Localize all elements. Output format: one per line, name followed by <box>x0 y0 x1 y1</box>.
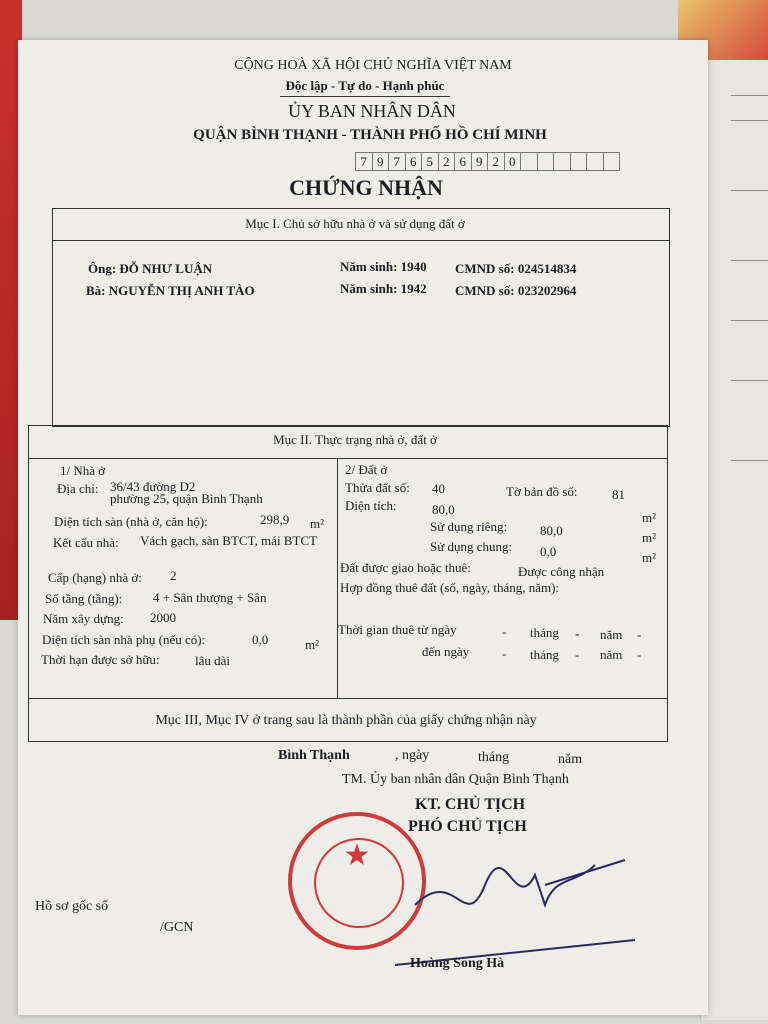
structure-value: Vách gạch, sàn BTCT, mái BTCT <box>140 533 318 548</box>
land-area-label: Diện tích: <box>345 498 397 513</box>
section2-heading: Mục II. Thực trạng nhà ở, đất ở <box>273 432 437 447</box>
divider <box>28 458 667 459</box>
nation-name: CỘNG HOÀ XÃ HỘI CHỦ NGHĨA VIỆT NAM <box>234 58 512 73</box>
adjacent-page <box>700 60 768 1020</box>
map-value: 81 <box>612 487 625 502</box>
address-line1: 36/43 đường D2 <box>110 479 196 494</box>
land-area-value: 80,0 <box>432 502 455 517</box>
floor-area-value: 298,9 <box>260 512 290 527</box>
serial-digit <box>553 152 570 171</box>
land-title: 2/ Đất ở <box>345 462 388 477</box>
sign-place: Bình Thạnh <box>278 748 350 763</box>
serial-digit: 0 <box>504 152 521 171</box>
motto: Độc lập - Tự do - Hạnh phúc <box>285 78 445 93</box>
year-label: năm <box>600 647 623 662</box>
grade-value: 2 <box>170 568 177 583</box>
dash: - <box>502 624 507 639</box>
serial-digit: 7 <box>355 152 372 171</box>
record-label: Hồ sơ gốc số <box>35 899 109 914</box>
serial-digit: 2 <box>487 152 504 171</box>
address-label: Địa chỉ: <box>57 481 99 496</box>
section3-note: Mục III, Mục IV ở trang sau là thành phần của giấy chứng nhận này <box>155 713 537 728</box>
district: QUẬN BÌNH THẠNH - THÀNH PHỐ HỒ CHÍ MINH <box>193 127 547 143</box>
star-icon: ★ <box>343 839 371 872</box>
column-divider <box>337 458 338 698</box>
serial-digit: 9 <box>372 152 389 171</box>
month-label: tháng <box>530 625 559 640</box>
owner-2-birth: Năm sinh: 1942 <box>340 281 427 296</box>
shared-use-value: 0,0 <box>540 544 557 559</box>
lease-from-label: Thời gian thuê từ ngày <box>338 622 457 637</box>
private-use-label: Sử dụng riêng: <box>430 519 508 534</box>
lease-to-label: đến ngày <box>422 644 470 659</box>
authority: ỦY BAN NHÂN DÂN <box>288 101 456 121</box>
serial-digit: 2 <box>438 152 455 171</box>
private-use-value: 80,0 <box>540 523 563 538</box>
dash: - <box>575 647 580 662</box>
divider <box>52 240 669 241</box>
lease-contract-label: Hợp đồng thuê đất (số, ngày, tháng, năm): <box>340 580 560 595</box>
serial-digit <box>570 152 587 171</box>
parcel-label: Thửa đất số: <box>345 480 410 495</box>
role-1: KT. CHỦ TỊCH <box>415 796 526 813</box>
address-line2: phường 25, quận Bình Thạnh <box>110 491 263 506</box>
serial-digit <box>537 152 554 171</box>
section1-heading: Mục I. Chủ sở hữu nhà ở và sử dụng đất ở <box>245 216 465 231</box>
serial-digit <box>603 152 621 171</box>
aux-area-label: Diện tích sàn nhà phụ (nếu có): <box>42 632 206 647</box>
dash: - <box>637 627 642 642</box>
serial-digit: 5 <box>421 152 438 171</box>
sign-year: năm <box>558 752 583 767</box>
grade-label: Cấp (hạng) nhà ở: <box>48 570 142 585</box>
document-title: CHỨNG NHẬN <box>289 175 443 200</box>
floor-area-unit: m² <box>310 516 325 531</box>
motto-underline <box>280 96 450 97</box>
serial-digit <box>586 152 603 171</box>
owner-1-birth: Năm sinh: 1940 <box>340 259 427 274</box>
land-area-unit: m² <box>642 510 657 525</box>
house-title: 1/ Nhà ở <box>60 463 106 478</box>
allocation-label: Đất được giao hoặc thuê: <box>340 560 471 575</box>
aux-area-value: 0,0 <box>252 632 269 647</box>
owner-1-name: Ông: ĐỖ NHƯ LUẬN <box>88 261 213 276</box>
serial-digit: 7 <box>388 152 405 171</box>
signer-name: Hoàng Song Hà <box>410 956 505 971</box>
serial-digit <box>520 152 537 171</box>
term-value: lâu dài <box>195 653 231 668</box>
shared-use-label: Sử dụng chung: <box>430 539 513 554</box>
role-2: PHÓ CHỦ TỊCH <box>408 818 527 835</box>
year-label: năm <box>600 627 623 642</box>
sign-day: , ngày <box>395 748 430 763</box>
month-label: tháng <box>530 647 559 662</box>
parcel-value: 40 <box>432 481 445 496</box>
owner-2-name: Bà: NGUYỄN THỊ ANH TÀO <box>86 283 255 298</box>
dash: - <box>637 647 642 662</box>
sign-month: tháng <box>478 750 510 765</box>
serial-number-boxes <box>355 152 620 171</box>
year-label: Năm xây dựng: <box>43 611 124 626</box>
divider <box>28 698 667 699</box>
serial-digit: 6 <box>405 152 422 171</box>
floor-area-label: Diện tích sàn (nhà ở, căn hộ): <box>54 514 208 529</box>
serial-digit: 6 <box>454 152 471 171</box>
floors-label: Số tầng (tầng): <box>45 591 123 606</box>
on-behalf: TM. Ủy ban nhân dân Quận Bình Thạnh <box>342 772 569 787</box>
serial-digit: 9 <box>471 152 488 171</box>
record-suffix: /GCN <box>160 920 194 935</box>
owner-1-id: CMND số: 024514834 <box>455 261 577 276</box>
floors-value: 4 + Sân thượng + Sân <box>153 590 267 605</box>
aux-area-unit: m² <box>305 637 320 652</box>
allocation-value: Được công nhận <box>518 564 605 579</box>
structure-label: Kết cấu nhà: <box>53 535 119 550</box>
term-label: Thời hạn được sở hữu: <box>41 652 160 667</box>
year-value: 2000 <box>150 610 176 625</box>
private-use-unit: m² <box>642 530 657 545</box>
dash: - <box>502 646 507 661</box>
owner-2-id: CMND số: 023202964 <box>455 283 577 298</box>
dash: - <box>575 626 580 641</box>
map-label: Tờ bản đồ số: <box>506 484 578 499</box>
shared-use-unit: m² <box>642 550 657 565</box>
